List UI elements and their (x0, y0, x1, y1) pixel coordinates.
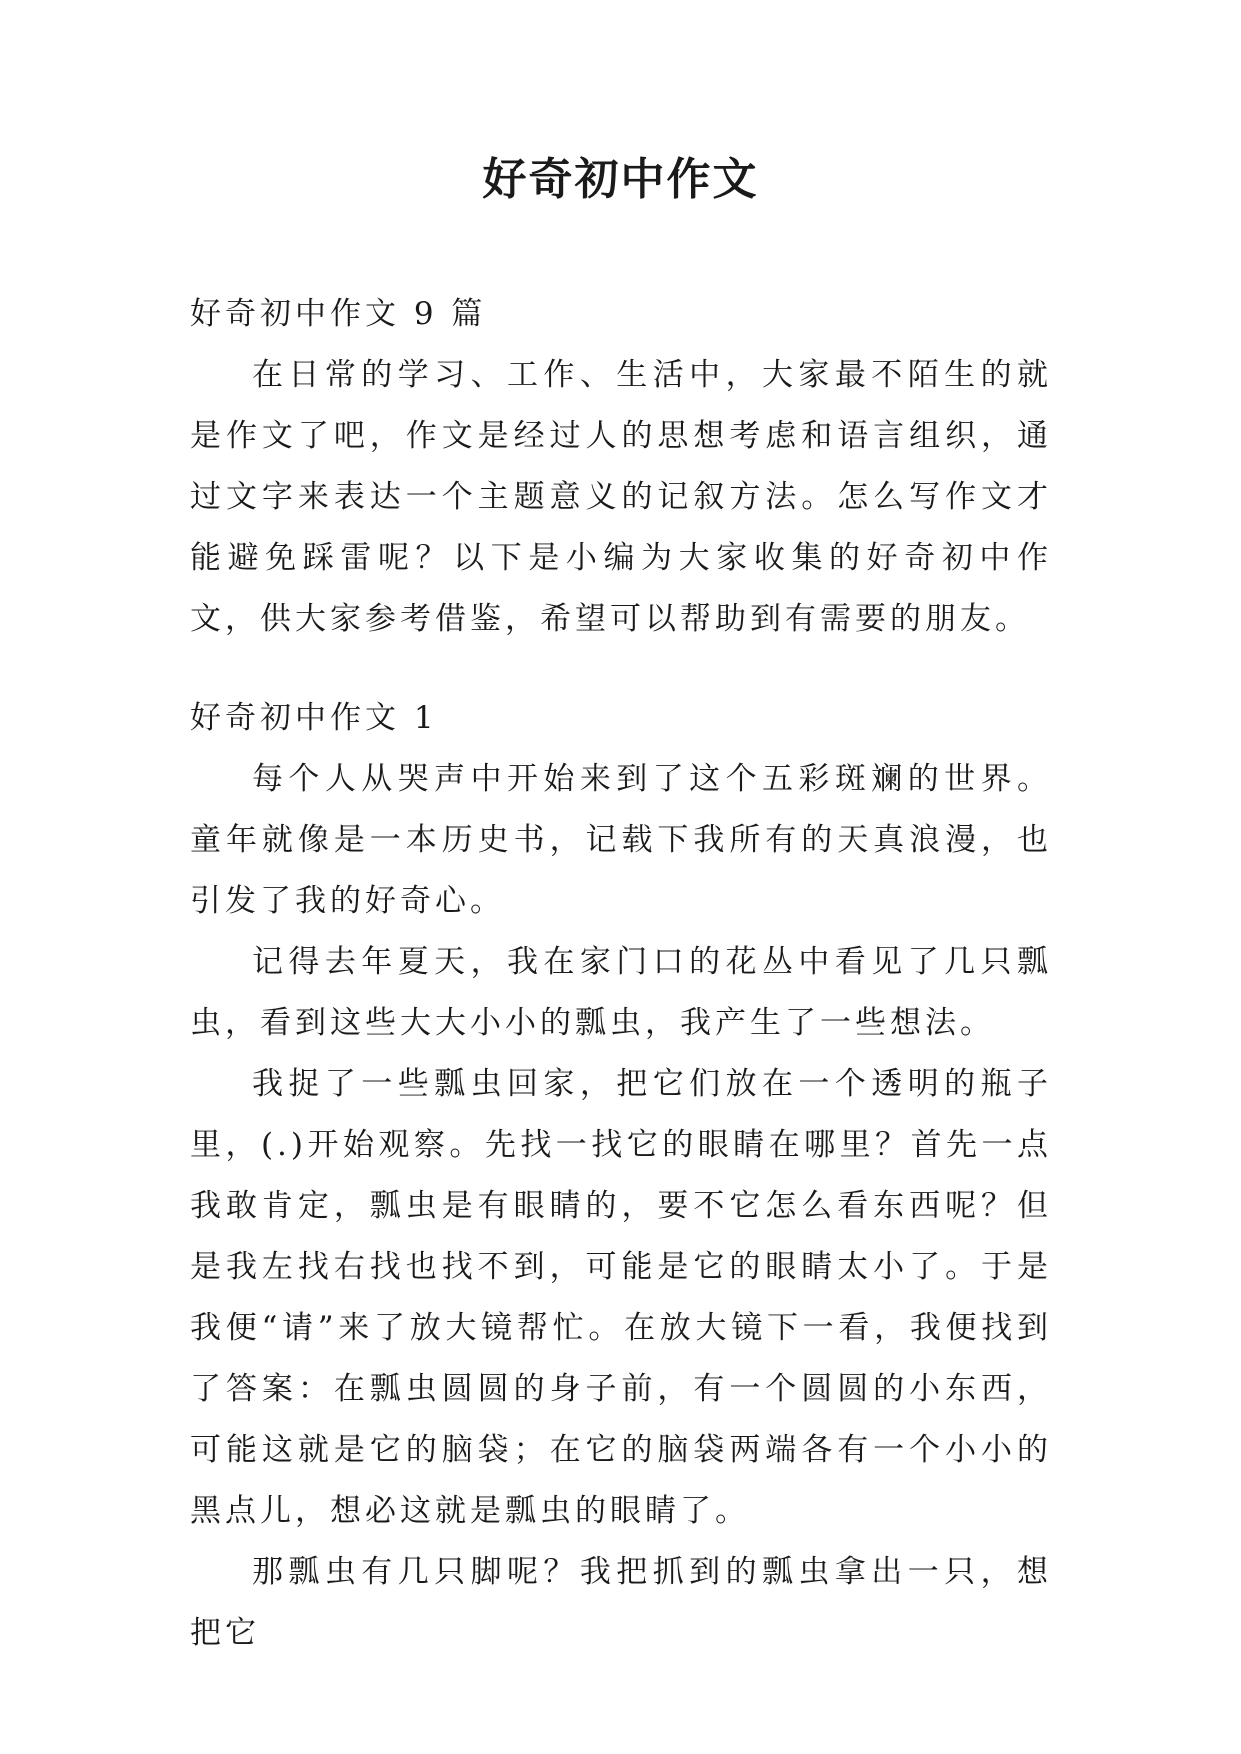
intro-paragraph: 在日常的学习、工作、生活中，大家最不陌生的就是作文了吧，作文是经过人的思想考虑和语言组织，通过文字来表达一个主题意义的记叙方法。怎么写作文才能避免踩雷呢？以下是小编为大家收集的好奇初中作文，供大家参考借鉴，希望可以帮助到有需要的朋友。 (190, 357, 1052, 637)
body-paragraph: 我捉了一些瓢虫回家，把它们放在一个透明的瓶子里，(.)开始观察。先找一找它的眼睛在哪里？首先一点我敢肯定，瓢虫是有眼睛的，要不它怎么看东西呢？但是我左找右找也找不到，可能是它的眼睛太小了。于是我便“请”来了放大镜帮忙。在放大镜下一看，我便找到了答案：在瓢虫圆圆的身子前，有一个圆圆的小东西，可能这就是它的脑袋；在它的脑袋两端各有一个小小的黑点儿，想必这就是瓢虫的眼睛了。 (190, 1066, 1052, 1529)
body-paragraph: 那瓢虫有几只脚呢？我把抓到的瓢虫拿出一只，想把它 (190, 1554, 1052, 1651)
document-subtitle: 好奇初中作文 9 篇 (190, 296, 487, 332)
body-paragraph: 每个人从哭声中开始来到了这个五彩斑斓的世界。童年就像是一本历史书，记载下我所有的天真浪漫，也引发了我的好奇心。 (190, 761, 1052, 919)
document-title: 好奇初中作文 (482, 154, 759, 205)
section-heading: 好奇初中作文 1 (190, 700, 438, 736)
section-body (190, 749, 1052, 1664)
intro-block (190, 345, 1052, 650)
body-paragraph: 记得去年夏天，我在家门口的花丛中看见了几只瓢虫，看到这些大大小小的瓢虫，我产生了一些想法。 (190, 944, 1052, 1041)
